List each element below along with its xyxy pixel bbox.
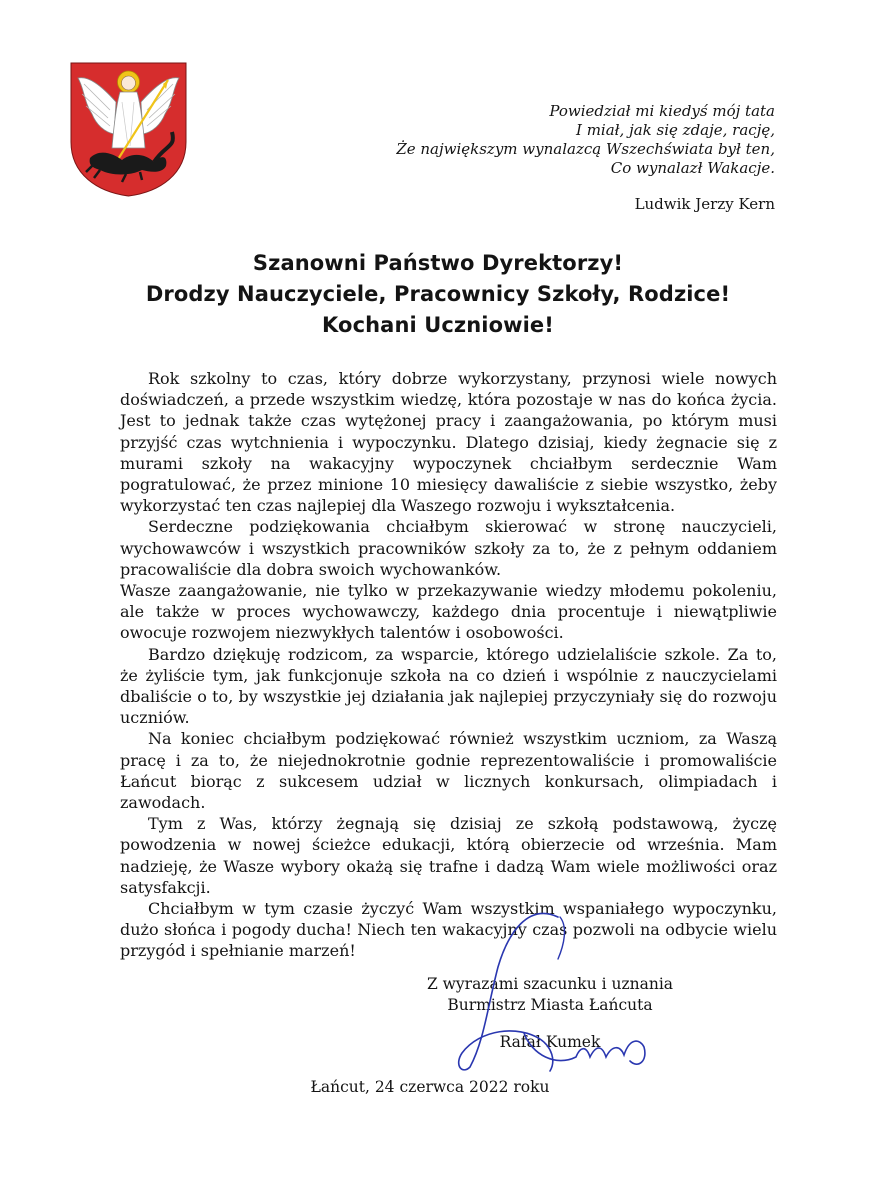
body-paragraph: Serdeczne podziękowania chciałbym skierować w stronę nauczycieli, wychowawców i wszystkich pracowników szkoły za to, że z pełnym oddaniem pracowaliście dla dobra swoich wychowanków. (120, 517, 777, 579)
body-paragraph: Bardzo dziękuję rodzicom, za wsparcie, którego udzielaliście szkole. Za to, że żyliście tym, jak funkcjonuje szkoła na co dzień i wspólnie z nauczycielami dbaliście o to, by wszystkie jej działania jak najlepiej przyczyniały się do rozwoju uczniów. (120, 644, 777, 728)
closing-regards: Z wyrazami szacunku i uznania (426, 975, 674, 993)
body-paragraph: Tym z Was, którzy żegnają się dzisiaj ze szkołą podstawową, życzę powodzenia w nowej ścieżce edukacji, którą obierzecie od września. Mam nadzieję, że Wasze wybory okażą się trafne i dadzą Wam wiele możliwości oraz satysfakcji. (120, 814, 777, 897)
poem-line: Powiedział mi kiedyś mój tata (549, 102, 775, 120)
coat-of-arms (70, 62, 187, 197)
letter-body (120, 368, 777, 962)
body-paragraph: Wasze zaangażowanie, nie tylko w przekazywanie wiedzy młodemu pokoleniu, ale także w proces wychowawczy, każdego dnia procentuje i niewątpliwie owocuje rozwojem niezwykłych talentów i osobowości. (120, 581, 777, 643)
poem-line: I miał, jak się zdaje, rację, (576, 121, 775, 139)
coat-of-arms-angel-icon (70, 62, 187, 197)
body-paragraph: Rok szkolny to czas, który dobrze wykorzystany, przynosi wiele nowych doświadczeń, a przede wszystkim wiedzę, która pozostaje w nas do końca życia. Jest to jednak także czas wytężonej pracy i zaangażowania, po którym musi przyjść czas wytchnienia i wypoczynku. Dlatego dzisiaj, kiedy żegnacie się z murami szkoły na wakacyjny wypoczynek chciałbym serdecznie Wam pogratulować, że przez minione 10 miesięcy dawaliście z siebie wszystko, żeby wykorzystać ten czas najlepiej dla Waszego rozwoju i wykształcenia. (120, 369, 777, 516)
salutation-line: Szanowni Państwo Dyrektorzy! (252, 251, 624, 275)
signatory-name: Rafał Kumek (499, 1033, 601, 1051)
closing-title: Burmistrz Miasta Łańcuta (447, 996, 653, 1014)
poem-author: Ludwik Jerzy Kern (634, 195, 775, 213)
body-paragraph: Na koniec chciałbym podziękować również wszystkim uczniom, za Waszą pracę i za to, że niejednokrotnie godnie reprezentowaliście i promowaliście Łańcut biorąc z sukcesem udział w licznych konkursach, olimpiadach i zawodach. (120, 729, 777, 813)
poem-line: Że największym wynalazcą Wszechświata był ten, (396, 140, 775, 158)
body-paragraph: Chciałbym w tym czasie życzyć Wam wszystkim wspaniałego wypoczynku, dużo słońca i pogody ducha! Niech ten wakacyjny czas pozwoli na odbycie wielu przygód i spełnianie marzeń! (120, 899, 777, 961)
salutation-line: Kochani Uczniowie! (322, 313, 554, 337)
poem-line: Co wynalazł Wakacje. (610, 159, 775, 177)
closing (390, 974, 710, 1053)
salutation-line: Drodzy Nauczyciele, Pracownicy Szkoły, Rodzice! (145, 282, 731, 306)
place-date: Łańcut, 24 czerwca 2022 roku (310, 1078, 550, 1096)
salutation (0, 248, 876, 341)
poem (355, 102, 775, 178)
